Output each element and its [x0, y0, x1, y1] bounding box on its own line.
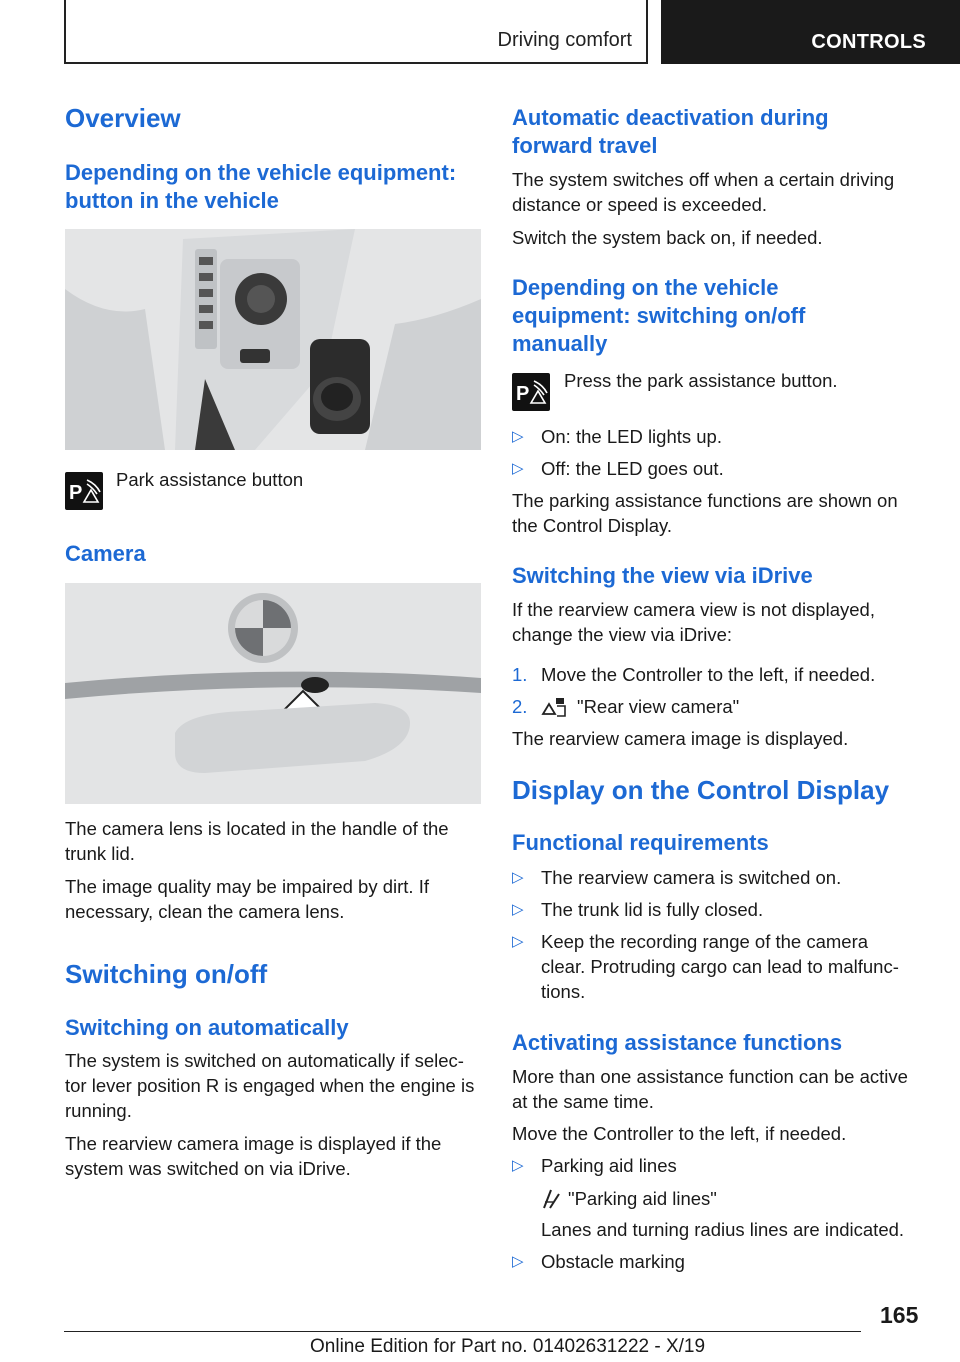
- triangle-right-icon: ▷: [512, 869, 524, 886]
- list-item-text: Off: the LED goes out.: [541, 458, 724, 479]
- lanes-text: Lanes and turning radius lines are indicated.: [541, 1219, 905, 1240]
- step-text: Move the Controller to the left, if needed.: [541, 664, 876, 685]
- auto-heading: Switching on automatically: [65, 1015, 349, 1040]
- parking-functions-text: The parking assistance functions are shown on the Control Display.: [512, 490, 898, 536]
- footer-divider: [64, 1331, 861, 1332]
- assistance-text-1: More than one assistance function can be active at the same time.: [512, 1066, 908, 1112]
- rear-camera-icon-graphic: [541, 694, 569, 718]
- step-number: 2.: [512, 696, 528, 717]
- trunk-camera-figure: [65, 583, 481, 804]
- parking-lines-icon-graphic: [541, 1186, 563, 1210]
- svg-text:P: P: [516, 383, 530, 405]
- assistance-text-2: Move the Controller to the left, if needed.: [512, 1123, 847, 1144]
- list-item-text: Obstacle marking: [541, 1251, 685, 1272]
- display-title: Display on the Control Display: [512, 775, 890, 805]
- press-text: Press the park assistance button.: [564, 370, 838, 391]
- park-assist-icon: [65, 472, 103, 510]
- list-item-text: The trunk lid is fully closed.: [541, 899, 764, 920]
- overview-title: Overview: [65, 103, 181, 133]
- svg-text:P: P: [69, 482, 83, 504]
- switching-title: Switching on/off: [65, 959, 268, 989]
- page-number: 165: [880, 1302, 919, 1328]
- park-assist-caption: Park assistance button: [116, 469, 304, 490]
- triangle-right-icon: ▷: [512, 460, 524, 477]
- manual-heading: Depending on the vehicle equipment: switching on/off manually: [512, 275, 806, 356]
- header-chapter-title: CONTROLS: [811, 31, 926, 53]
- auto-text-1: The system is switched on automatically if selec-tor lever position R is engaged when the engine is running.: [65, 1050, 475, 1121]
- camera-text-1: The camera lens is located in the handle of the trunk lid.: [65, 818, 449, 864]
- auto-deactivation-heading: Automatic deactivation during forward travel: [512, 105, 829, 158]
- functional-requirements-heading: Functional requirements: [512, 830, 769, 855]
- assistance-heading: Activating assistance functions: [512, 1030, 843, 1055]
- center-console-figure: [65, 229, 481, 450]
- button-heading: Depending on the vehicle equipment: button in the vehicle: [65, 160, 457, 213]
- triangle-right-icon: ▷: [512, 933, 524, 950]
- auto-deactivation-text-2: Switch the system back on, if needed.: [512, 227, 823, 248]
- camera-text-2: The image quality may be impaired by dirt. If necessary, clean the camera lens.: [65, 876, 429, 922]
- park-assist-icon-graphic: [512, 373, 550, 411]
- list-item-text: Parking aid lines: [541, 1155, 677, 1176]
- footer-edition: Online Edition for Part no. 01402631222 - X/19: [310, 1336, 706, 1357]
- list-item-text: The rearview camera is switched on.: [541, 867, 842, 888]
- rear-image-text: The rearview camera image is displayed.: [512, 728, 849, 749]
- triangle-right-icon: ▷: [512, 1157, 524, 1174]
- triangle-right-icon: ▷: [512, 428, 524, 445]
- park-assist-icon-graphic: [65, 472, 103, 510]
- camera-heading: Camera: [65, 541, 146, 566]
- triangle-right-icon: ▷: [512, 1253, 524, 1270]
- header-chapter-box: [661, 0, 960, 64]
- header-section-box: [64, 0, 648, 64]
- auto-deactivation-text-1: The system switches off when a certain driving distance or speed is exceeded.: [512, 169, 895, 215]
- step-text: "Rear view camera": [577, 696, 740, 717]
- parking-aid-menu: [541, 1186, 921, 1211]
- view-heading: Switching the view via iDrive: [512, 563, 813, 588]
- center-console-illustration: [65, 229, 481, 450]
- header-section-title: Driving comfort: [497, 29, 632, 51]
- auto-text-2: The rearview camera image is displayed if the system was switched on via iDrive.: [65, 1133, 442, 1179]
- view-text: If the rearview camera view is not displayed, change the view via iDrive:: [512, 599, 875, 645]
- triangle-right-icon: ▷: [512, 901, 524, 918]
- list-item-text: Keep the recording range of the camera clear. Protruding cargo can lead to malfunc-tions.: [541, 931, 899, 1002]
- rear-camera-icon: [541, 694, 569, 724]
- list-item-text: On: the LED lights up.: [541, 426, 722, 447]
- step-number: 1.: [512, 664, 528, 685]
- parking-lines-icon: [541, 1186, 563, 1215]
- parking-aid-menu-text: "Parking aid lines": [568, 1188, 717, 1209]
- trunk-camera-illustration: [65, 583, 481, 804]
- park-assist-icon: [512, 373, 550, 411]
